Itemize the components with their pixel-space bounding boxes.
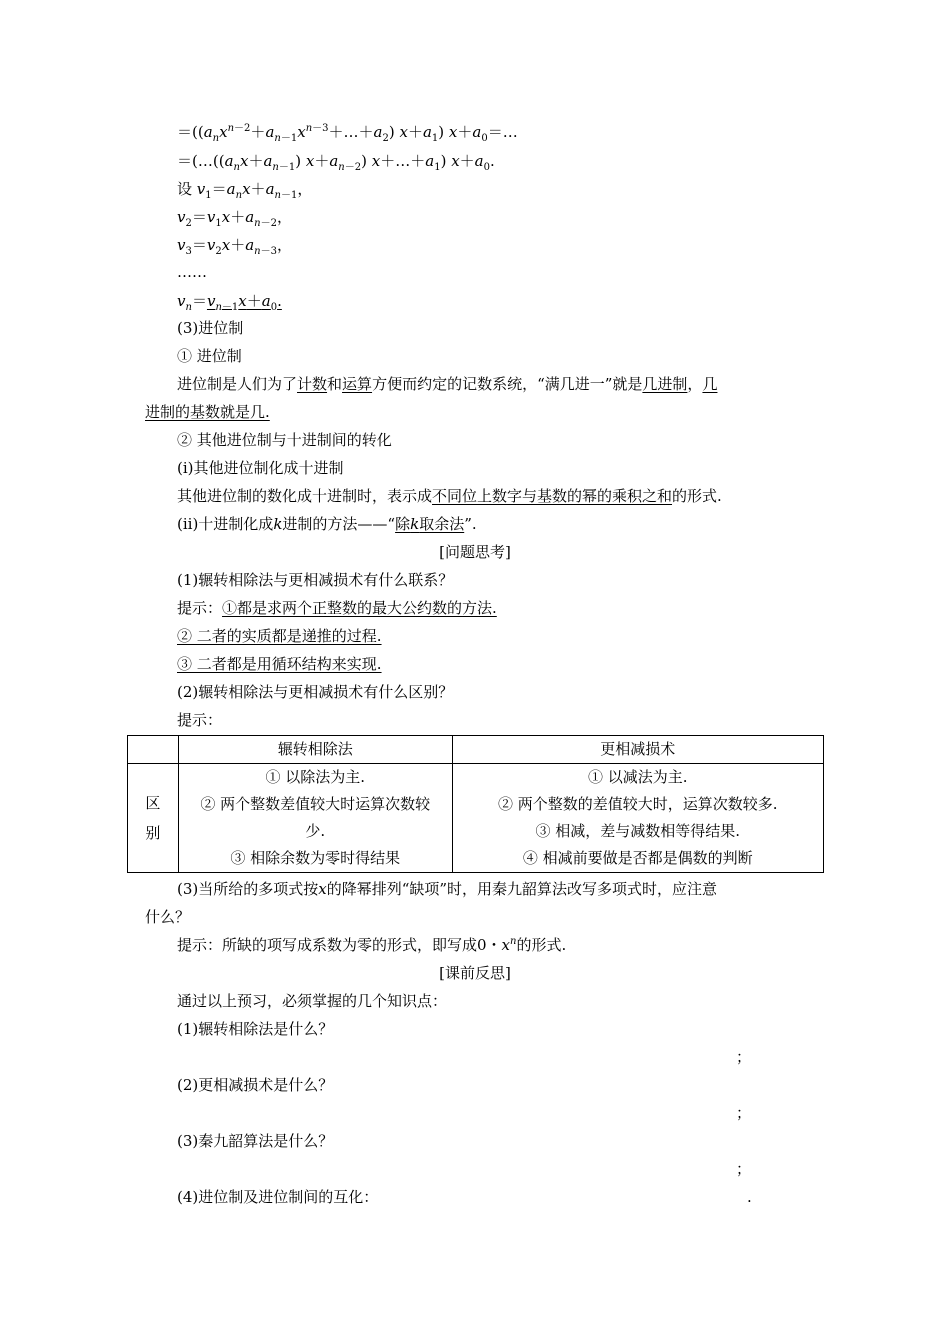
answer-base: 进制的基数就是几. <box>145 403 270 421</box>
formula-line-2: $=(\dots((a_nx+a_{n-1})$ $x+a_{n-2}$) $x+\dots+a_1$) $x+a_0$. <box>177 152 495 173</box>
question-3-hint: 提示：所缺的项写成系数为零的形式，即写成0・$x^n$的形式. <box>177 936 567 954</box>
table-row-label: 区别 <box>128 764 179 873</box>
formula-vn: $v_n=v_{n-1}x+a_0$. <box>177 292 282 313</box>
table-header-empty <box>128 736 179 764</box>
question-1-hint-2: ② 二者的实质都是递推的过程. <box>177 627 382 645</box>
table-header-euclid: 辗转相除法 <box>178 736 452 764</box>
radix-definition-line-2 <box>145 402 270 422</box>
formula-line-1: $=((a_nx^{n-2}+a_{n-1}x^{n-3}+\dots+a_2)$ $x+a_1$) $x+a_0=\dots$ <box>177 123 518 144</box>
reflection-item-3: (3)秦九韶算法是什么？ <box>177 1132 334 1150</box>
answer-sum-of-products: 不同位上数字与基数的幂的乘积之和 <box>432 487 673 505</box>
answer-operation: 运算 <box>342 375 373 393</box>
subsection-2-i-heading: (ⅰ)其他进位制化成十进制 <box>177 459 344 477</box>
question-3-line-1: (3)当所给的多项式按x的降幂排列“缺项”时，用秦九韶算法改写多项式时，应注意 <box>177 880 718 898</box>
question-1-hint-1: 提示：①都是求两个正整数的最大公约数的方法. <box>177 599 497 617</box>
let-label: 设 <box>177 180 193 198</box>
question-2: (2)辗转相除法与更相减损术有什么区别？ <box>177 683 454 701</box>
radix-definition-line-1: 进位制是人们为了计数和运算方便而约定的记数系统，“满几进一”就是几进制，几 <box>177 375 718 393</box>
table-header-subtraction: 更相减损术 <box>452 736 823 764</box>
answer-divide-k-remainder: 除k取余法 <box>395 515 465 533</box>
subsection-2-heading: ② 其他进位制与十进制间的转化 <box>177 431 392 449</box>
formula-v2: $v_2=v_1x+a_{n-2}$， <box>177 208 293 229</box>
table-header-row <box>128 736 824 764</box>
table-cell-euclid: ① 以除法为主. ② 两个整数差值较大时运算次数较 少. ③ 相除余数为零时得结果 <box>178 764 452 873</box>
answer-blank-3-end: ； <box>736 1160 752 1178</box>
comparison-table <box>127 735 824 873</box>
formula-v3: $v_3=v_2x+a_{n-3}$， <box>177 236 293 257</box>
answer-radix: 几进制 <box>642 375 688 393</box>
subsection-2-i-text: 其他进位制的数化成十进制时，表示成不同位上数字与基数的幂的乘积之和的形式. <box>177 487 722 505</box>
table-row <box>128 764 824 873</box>
reflection-intro: 通过以上预习，必须掌握的几个知识点： <box>177 992 448 1010</box>
answer-counting: 计数 <box>297 375 328 393</box>
reflection-item-4: (4)进位制及进位制间的互化： <box>177 1188 379 1206</box>
subsection-1-heading: ① 进位制 <box>177 347 242 365</box>
question-2-hint-label: 提示： <box>177 711 223 729</box>
formula-ellipsis: …… <box>177 263 207 281</box>
subsection-2-ii-text: (ⅱ)十进制化成k进制的方法——“除k取余法”. <box>177 515 477 533</box>
question-section-header: [问题思考] <box>439 543 511 561</box>
question-3-line-2: 什么？ <box>145 908 191 926</box>
reflection-header: [课前反思] <box>439 964 511 982</box>
question-1-hint-3: ③ 二者都是用循环结构来实现. <box>177 655 382 673</box>
reflection-item-2: (2)更相减损术是什么？ <box>177 1076 334 1094</box>
table-cell-subtraction: ① 以减法为主. ② 两个整数的差值较大时，运算次数较多. ③ 相减，差与减数相等得结果. ④ 相减前要做是否都是偶数的判断 <box>452 764 823 873</box>
reflection-item-1: (1)辗转相除法是什么？ <box>177 1020 334 1038</box>
question-1: (1)辗转相除法与更相减损术有什么联系？ <box>177 571 454 589</box>
formula-let-v1: 设 $v_1=a_nx+a_{n-1}$， <box>177 180 313 201</box>
answer-blank-2-end: ； <box>736 1104 752 1122</box>
answer-blank-1-end: ； <box>736 1048 752 1066</box>
answer-base-start: 几 <box>702 375 718 393</box>
answer-blank-4-end: . <box>747 1188 752 1206</box>
section-3-heading: (3)进位制 <box>177 319 244 337</box>
